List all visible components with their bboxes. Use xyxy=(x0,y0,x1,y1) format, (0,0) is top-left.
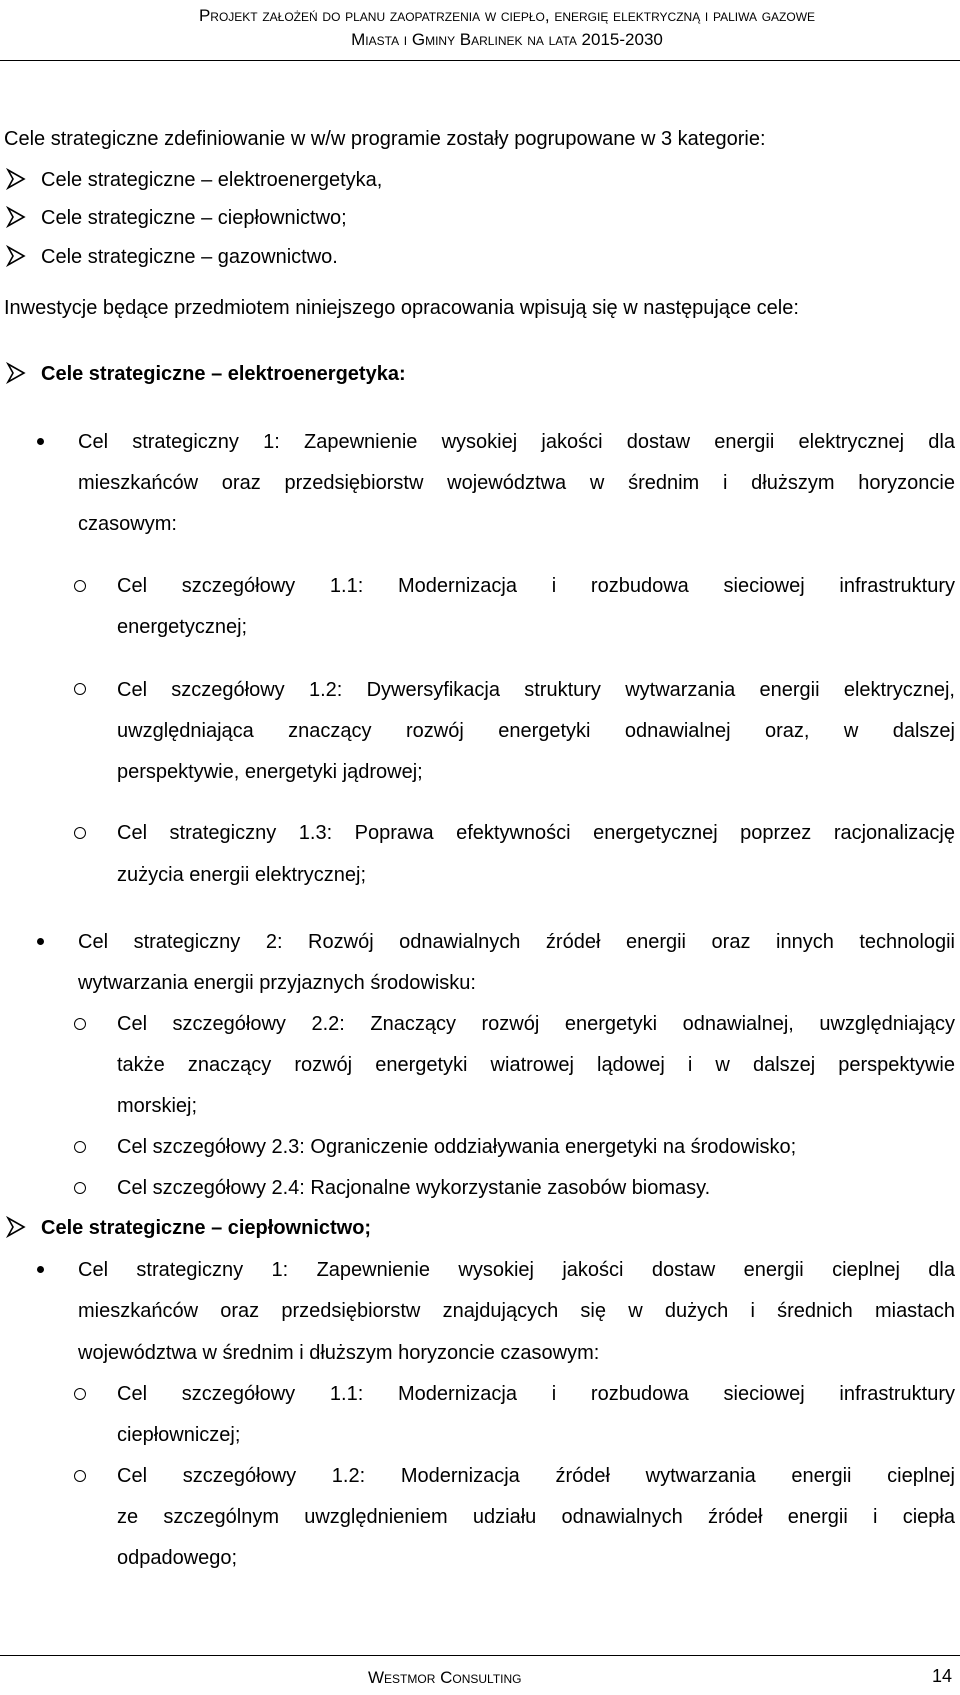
sub-goal-line: ciepłowniczej; xyxy=(117,1424,241,1446)
sub-goal-line: Cel strategiczny 1.3: Poprawa efektywności energetycznej poprzez racjonalizację xyxy=(117,822,955,844)
sub-goal-line: Cel szczegółowy 2.2: Znaczący rozwój energetyki odnawialnej, uwzględniający xyxy=(117,1013,955,1035)
sub-goal-line: Cel szczegółowy 2.3: Ograniczenie oddziaływania energetyki na środowisko; xyxy=(117,1136,797,1158)
section-heading-electro: Cele strategiczne – elektroenergetyka: xyxy=(41,363,406,385)
header-title-line2: Miasta i Gminy Barlinek na lata 2015-2030 xyxy=(351,30,663,49)
header-title-line1: Projekt założeń do planu zaopatrzenia w ciepło, energię elektryczną i paliwa gazowe xyxy=(198,6,816,25)
sub-goal-line: ze szczególnym uwzględnieniem udziału odnawialnych źródeł energii i ciepła xyxy=(117,1506,955,1528)
circle-bullet-icon xyxy=(74,683,86,695)
circle-bullet-icon xyxy=(74,1470,86,1482)
circle-bullet-icon xyxy=(74,1141,86,1153)
page-header xyxy=(0,0,960,61)
sub-goal-line: Cel szczegółowy 1.1: Modernizacja i rozbudowa sieciowej infrastruktury xyxy=(117,1383,955,1405)
circle-bullet-icon xyxy=(74,1388,86,1400)
bullet-icon xyxy=(37,438,44,445)
category-item: Cele strategiczne – elektroenergetyka, xyxy=(41,169,383,191)
circle-bullet-icon xyxy=(74,827,86,839)
goal-line: województwa w średnim i dłuższym horyzoncie czasowym: xyxy=(78,1342,600,1364)
arrow-bullet-icon xyxy=(6,206,26,228)
arrow-bullet-icon xyxy=(6,245,26,267)
sub-goal-line: uwzględniająca znaczący rozwój energetyki odnawialnej oraz, w dalszej xyxy=(117,720,955,742)
bullet-icon xyxy=(37,1266,44,1273)
arrow-bullet-icon xyxy=(6,1216,26,1238)
circle-bullet-icon xyxy=(74,580,86,592)
sub-goal-line: perspektywie, energetyki jądrowej; xyxy=(117,761,423,783)
goal-line: Cel strategiczny 2: Rozwój odnawialnych źródeł energii oraz innych technologii xyxy=(78,931,955,953)
arrow-bullet-icon xyxy=(6,362,26,384)
category-item: Cele strategiczne – ciepłownictwo; xyxy=(41,207,347,229)
sub-goal-line: morskiej; xyxy=(117,1095,198,1117)
circle-bullet-icon xyxy=(74,1018,86,1030)
bullet-icon xyxy=(37,938,44,945)
goal-line: mieszkańców oraz przedsiębiorstw województwa w średnim i dłuższym horyzoncie xyxy=(78,472,955,494)
intro-paragraph: Cele strategiczne zdefiniowanie w w/w programie zostały pogrupowane w 3 kategorie: xyxy=(4,128,766,150)
page-footer xyxy=(0,1655,960,1695)
sub-goal-line: energetycznej; xyxy=(117,616,248,638)
footer-company: Westmor Consulting xyxy=(368,1668,522,1687)
sub-goal-line: Cel szczegółowy 1.2: Dywersyfikacja struktury wytwarzania energii elektrycznej, xyxy=(117,679,955,701)
section-heading-heating: Cele strategiczne – ciepłownictwo; xyxy=(41,1217,372,1239)
circle-bullet-icon xyxy=(74,1182,86,1194)
investments-paragraph: Inwestycje będące przedmiotem niniejszego opracowania wpisują się w następujące cele: xyxy=(4,297,799,319)
goal-line: czasowym: xyxy=(78,513,177,535)
category-item: Cele strategiczne – gazownictwo. xyxy=(41,246,338,268)
sub-goal-line: odpadowego; xyxy=(117,1547,238,1569)
sub-goal-line: Cel szczegółowy 1.2: Modernizacja źródeł wytwarzania energii cieplnej xyxy=(117,1465,955,1487)
goal-line: wytwarzania energii przyjaznych środowisku: xyxy=(78,972,476,994)
sub-goal-line: zużycia energii elektrycznej; xyxy=(117,864,366,886)
goal-line: mieszkańców oraz przedsiębiorstw znajdujących się w dużych i średnich miastach xyxy=(78,1300,955,1322)
sub-goal-line: także znaczący rozwój energetyki wiatrowej lądowej i w dalszej perspektywie xyxy=(117,1054,955,1076)
arrow-bullet-icon xyxy=(6,168,26,190)
page-number: 14 xyxy=(931,1666,952,1686)
sub-goal-line: Cel szczegółowy 2.4: Racjonalne wykorzystanie zasobów biomasy. xyxy=(117,1177,711,1199)
sub-goal-line: Cel szczegółowy 1.1: Modernizacja i rozbudowa sieciowej infrastruktury xyxy=(117,575,955,597)
goal-line: Cel strategiczny 1: Zapewnienie wysokiej jakości dostaw energii elektrycznej dla xyxy=(78,431,955,453)
goal-line: Cel strategiczny 1: Zapewnienie wysokiej jakości dostaw energii cieplnej dla xyxy=(78,1259,955,1281)
